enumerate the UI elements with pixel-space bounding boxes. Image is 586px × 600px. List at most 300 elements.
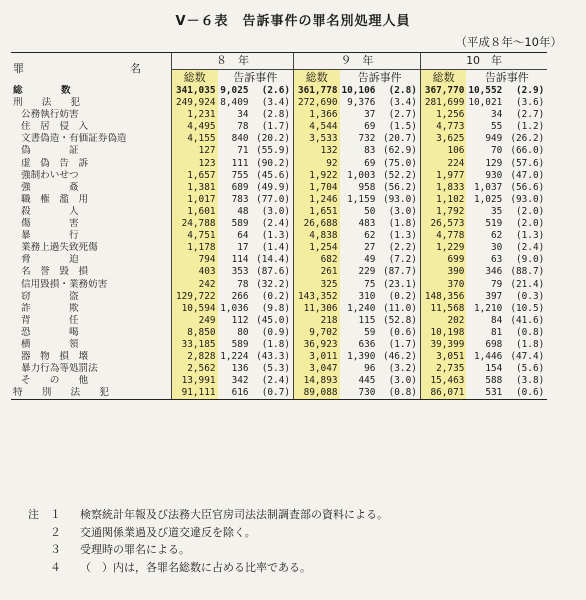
year-header-8: ８ 年 [172, 53, 294, 70]
complaint-cell: 84 [490, 314, 503, 326]
ratio-cell: (77.0) [256, 193, 290, 205]
total-cell: 281,699 [420, 97, 466, 109]
complaint-cell: 35 [490, 205, 503, 217]
complaint-cell: 70 [490, 145, 503, 157]
ratio-cell: (0.8) [516, 326, 545, 338]
ratio-cell: (0.3) [516, 290, 545, 302]
note-item [28, 559, 388, 577]
total-cell: 4,155 [172, 133, 218, 145]
ratio-cell: (0.7) [251, 387, 294, 400]
ratio-cell: (0.2) [388, 290, 417, 302]
total-cell: 143,352 [294, 291, 340, 303]
ratio-cell: (1.4) [261, 242, 290, 254]
ratio-cell: (87.6) [256, 266, 290, 278]
ratio-cell: (52.2) [383, 169, 417, 181]
complaint-header: 告訴事件 [340, 70, 421, 86]
crime-name-cell: 詐 欺 [21, 302, 79, 314]
ratio-cell: (66.0) [510, 145, 545, 157]
ratio-cell: (3.4) [261, 97, 290, 109]
ratio-cell: (3.2) [388, 363, 417, 375]
crime-name-cell: 名 誉 毀 損 [21, 266, 89, 278]
complaint-cell: 1,224 [220, 351, 249, 363]
crime-name-cell: 刑 法 犯 [13, 97, 81, 109]
complaint-cell: 1,446 [474, 351, 503, 363]
crime-name-cell: 文書偽造・有価証券偽造 [21, 133, 127, 145]
ratio-cell: (62.9) [383, 145, 417, 157]
complaint-cell: 50 [364, 205, 376, 217]
table-row [11, 109, 547, 121]
total-cell: 1,792 [420, 206, 466, 218]
complaint-cell: 80 [237, 326, 249, 338]
ratio-cell: (20.7) [383, 133, 417, 145]
total-cell: 272,690 [294, 97, 340, 109]
ratio-cell: (9.8) [261, 302, 290, 314]
ratio-cell: (5.3) [261, 363, 290, 375]
total-cell: 3,011 [294, 351, 340, 363]
ratio-cell: (1.3) [516, 230, 545, 242]
ratio-cell: (3.0) [388, 205, 417, 217]
table-title: Ⅴ－６表 告訴事件の罪名別処理人員 [175, 14, 411, 29]
ratio-cell: (1.7) [388, 338, 417, 350]
total-cell: 9,702 [294, 327, 340, 339]
note-text: 受理時の罪名による。 [80, 543, 190, 556]
year-header-9: ９ 年 [294, 53, 421, 70]
total-cell: 682 [294, 254, 340, 266]
complaint-cell: 10,021 [468, 97, 503, 109]
total-cell: 1,231 [172, 109, 218, 121]
total-cell: 1,256 [420, 109, 466, 121]
complaint-cell: 81 [490, 326, 503, 338]
crime-name-cell: 窃 盗 [21, 290, 79, 302]
total-cell: 1,833 [420, 182, 466, 194]
complaint-cell: 588 [485, 375, 503, 387]
complaint-cell: 1,390 [347, 351, 376, 363]
total-cell: 261 [294, 266, 340, 278]
complaint-cell: 266 [231, 290, 249, 302]
total-cell: 1,601 [172, 206, 218, 218]
total-cell: 4,838 [294, 230, 340, 242]
crime-name-cell: そ の 他 [21, 375, 89, 387]
total-cell: 24,788 [172, 218, 218, 230]
complaint-cell: 689 [231, 181, 249, 193]
note-item [28, 506, 388, 524]
complaint-cell: 958 [358, 181, 376, 193]
total-cell: 1,657 [172, 170, 218, 182]
ratio-cell: (1.8) [516, 338, 545, 350]
crime-name-cell: 強 姦 [21, 181, 79, 193]
total-cell: 699 [420, 254, 466, 266]
total-cell: 14,893 [294, 375, 340, 387]
ratio-cell: (56.6) [510, 181, 545, 193]
ratio-cell: (2.8) [388, 85, 417, 96]
ratio-cell: (2.7) [388, 109, 417, 121]
ratio-cell: (2.8) [261, 109, 290, 121]
ratio-cell: (0.2) [261, 290, 290, 302]
complaint-cell: 34 [237, 109, 249, 121]
total-cell: 1,366 [294, 109, 340, 121]
table-row [11, 230, 547, 242]
complaint-cell: 930 [485, 169, 503, 181]
note-number: １ [50, 508, 61, 521]
ratio-cell: (87.7) [383, 266, 417, 278]
total-cell: 361,778 [294, 85, 340, 97]
total-cell: 8,850 [172, 327, 218, 339]
total-header: 総数 [172, 70, 218, 86]
ratio-cell: (26.2) [510, 133, 545, 145]
total-header: 総数 [294, 70, 340, 86]
total-cell: 4,778 [420, 230, 466, 242]
complaint-cell: 78 [237, 121, 249, 133]
ratio-cell: (1.8) [261, 338, 290, 350]
complaint-cell: 589 [231, 218, 249, 230]
ratio-cell: (2.0) [516, 218, 545, 230]
ratio-cell: (21.4) [510, 278, 545, 290]
complaint-cell: 59 [364, 326, 376, 338]
total-cell: 1,017 [172, 194, 218, 206]
ratio-cell: (10.5) [510, 302, 545, 314]
ratio-cell: (45.0) [256, 314, 290, 326]
crime-name-cell: 暴 行 [21, 230, 79, 242]
notes-label: 注 [28, 508, 39, 521]
complaint-cell: 840 [231, 133, 249, 145]
total-cell: 2,735 [420, 363, 466, 375]
complaint-cell: 30 [490, 242, 503, 254]
ratio-cell: (45.6) [256, 169, 290, 181]
complaint-cell: 616 [218, 387, 251, 400]
crime-name-cell: 横 領 [21, 338, 79, 350]
total-cell: 127 [172, 145, 218, 157]
note-number: ３ [50, 543, 61, 556]
complaint-cell: 37 [364, 109, 376, 121]
total-cell: 132 [294, 145, 340, 157]
complaint-cell: 9,025 [220, 85, 249, 96]
complaint-cell: 48 [237, 205, 249, 217]
ratio-cell: (3.0) [261, 205, 290, 217]
table-row [11, 315, 547, 327]
complaint-cell: 229 [358, 266, 376, 278]
year-header-10: 10 年 [420, 53, 547, 70]
total-cell: 36,923 [294, 339, 340, 351]
complaint-cell: 49 [364, 254, 376, 266]
crime-name-cell: 暴力行為等処罰法 [21, 363, 98, 375]
total-cell: 1,651 [294, 206, 340, 218]
statistics-table [11, 52, 547, 400]
ratio-cell: (2.9) [516, 85, 545, 96]
ratio-cell: (93.0) [383, 193, 417, 205]
total-cell: 367,770 [420, 85, 466, 97]
total-cell: 1,704 [294, 182, 340, 194]
complaint-cell: 346 [485, 266, 503, 278]
ratio-cell: (2.4) [261, 375, 290, 387]
table-row [11, 266, 547, 278]
complaint-cell: 732 [358, 133, 376, 145]
ratio-cell: (41.6) [510, 314, 545, 326]
ratio-cell: (0.9) [261, 326, 290, 338]
total-cell: 3,051 [420, 351, 466, 363]
ratio-cell: (2.7) [516, 109, 545, 121]
ratio-cell: (90.2) [256, 157, 290, 169]
crime-name-cell: 業務上過失致死傷 [21, 242, 98, 254]
complaint-cell: 79 [490, 278, 503, 290]
complaint-cell: 154 [485, 363, 503, 375]
total-cell: 1,922 [294, 170, 340, 182]
ratio-cell: (1.8) [388, 218, 417, 230]
total-cell: 148,356 [420, 291, 466, 303]
ratio-cell: (2.4) [261, 218, 290, 230]
complaint-cell: 1,025 [474, 193, 503, 205]
complaint-cell: 96 [364, 363, 376, 375]
table-row [11, 170, 547, 182]
crime-name-cell: 背 任 [21, 314, 79, 326]
total-cell: 4,773 [420, 121, 466, 133]
complaint-cell: 783 [231, 193, 249, 205]
total-cell: 10,198 [420, 327, 466, 339]
ratio-cell: (75.0) [383, 157, 417, 169]
ratio-cell: (14.4) [256, 254, 290, 266]
complaint-cell: 63 [490, 254, 503, 266]
table-row [11, 387, 547, 400]
total-cell: 249 [172, 315, 218, 327]
complaint-cell: 1,240 [347, 302, 376, 314]
ratio-cell: (7.2) [388, 254, 417, 266]
complaint-cell: 519 [485, 218, 503, 230]
complaint-cell: 78 [237, 278, 249, 290]
total-cell: 390 [420, 266, 466, 278]
crime-name-cell: 恐 喝 [21, 326, 79, 338]
ratio-cell: (0.6) [388, 326, 417, 338]
total-cell: 325 [294, 279, 340, 291]
note-item [28, 524, 388, 542]
ratio-cell: (43.3) [256, 351, 290, 363]
ratio-cell: (3.6) [516, 97, 545, 109]
ratio-cell: (3.8) [516, 375, 545, 387]
complaint-cell: 310 [358, 290, 376, 302]
total-cell: 1,254 [294, 242, 340, 254]
note-number: ２ [50, 525, 61, 539]
total-cell: 39,399 [420, 339, 466, 351]
table-row [11, 375, 547, 387]
complaint-cell: 531 [466, 387, 504, 400]
period-label: （平成８年～10年） [455, 35, 562, 49]
table-row [11, 97, 547, 109]
total-cell: 3,047 [294, 363, 340, 375]
total-cell: 218 [294, 315, 340, 327]
ratio-cell: (23.1) [383, 278, 417, 290]
table-row [11, 327, 547, 339]
crime-name-cell: 特 別 法 犯 [11, 387, 172, 400]
complaint-header: 告訴事件 [218, 70, 294, 86]
crime-name-cell: 偽 証 [21, 145, 79, 157]
notes [28, 506, 388, 576]
ratio-cell: (1.2) [516, 121, 545, 133]
crime-name-cell: 器 物 損 壊 [21, 351, 89, 363]
ratio-cell: (2.4) [516, 242, 545, 254]
table-body [11, 85, 547, 400]
complaint-cell: 755 [231, 169, 249, 181]
table-row [11, 121, 547, 133]
crime-name-cell: 殺 人 [21, 205, 79, 217]
total-cell: 89,088 [294, 387, 340, 400]
complaint-cell: 1,003 [347, 169, 376, 181]
complaint-cell: 342 [231, 375, 249, 387]
total-cell: 370 [420, 279, 466, 291]
total-cell: 202 [420, 315, 466, 327]
table-row [11, 254, 547, 266]
complaint-cell: 730 [340, 387, 378, 400]
crime-name-cell: 信用毀損・業務妨害 [21, 278, 108, 290]
complaint-cell: 353 [231, 266, 249, 278]
complaint-cell: 62 [364, 230, 376, 242]
table-row [11, 85, 547, 97]
ratio-cell: (49.9) [256, 181, 290, 193]
complaint-cell: 75 [364, 278, 376, 290]
complaint-cell: 136 [231, 363, 249, 375]
note-text: 検察統計年報及び法務大臣官房司法法制調査部の資料による。 [80, 508, 388, 521]
complaint-cell: 115 [358, 314, 376, 326]
total-cell: 106 [420, 145, 466, 157]
total-cell: 15,463 [420, 375, 466, 387]
table-row [11, 218, 547, 230]
total-cell: 3,533 [294, 133, 340, 145]
note-text: （ ）内は，各罪名総数に占める比率である。 [80, 560, 311, 574]
complaint-cell: 949 [485, 133, 503, 145]
ratio-cell: (0.8) [377, 387, 420, 400]
total-cell: 403 [172, 266, 218, 278]
complaint-cell: 8,409 [220, 97, 249, 109]
ratio-cell: (57.6) [510, 157, 545, 169]
total-cell: 341,035 [172, 85, 218, 97]
total-cell: 224 [420, 158, 466, 170]
ratio-cell: (88.7) [510, 266, 545, 278]
ratio-cell: (9.0) [516, 254, 545, 266]
complaint-cell: 10,552 [468, 85, 503, 96]
complaint-cell: 9,376 [347, 97, 376, 109]
complaint-cell: 445 [358, 375, 376, 387]
complaint-cell: 698 [485, 338, 503, 350]
note-number: ４ [50, 560, 61, 574]
total-cell: 1,246 [294, 194, 340, 206]
ratio-cell: (2.6) [261, 85, 290, 96]
table-row [11, 291, 547, 303]
complaint-cell: 10,106 [341, 85, 376, 96]
ratio-cell: (55.9) [256, 145, 290, 157]
total-cell: 4,544 [294, 121, 340, 133]
complaint-cell: 1,036 [220, 302, 249, 314]
ratio-cell: (1.3) [388, 230, 417, 242]
ratio-cell: (46.2) [383, 351, 417, 363]
total-cell: 794 [172, 254, 218, 266]
total-cell: 33,185 [172, 339, 218, 351]
total-cell: 2,828 [172, 351, 218, 363]
complaint-cell: 1,210 [474, 302, 503, 314]
crime-name-cell: 住 居 侵 入 [21, 121, 89, 133]
total-cell: 1,977 [420, 170, 466, 182]
ratio-cell: (1.5) [388, 121, 417, 133]
note-text: 交通関係業過及び道交違反を除く。 [80, 525, 256, 539]
ratio-cell: (47.0) [510, 169, 545, 181]
ratio-cell: (0.6) [504, 387, 547, 400]
table-row [11, 158, 547, 170]
total-cell: 1,102 [420, 194, 466, 206]
table-row [11, 279, 547, 291]
complaint-cell: 397 [485, 290, 503, 302]
ratio-cell: (11.0) [383, 302, 417, 314]
total-cell: 26,573 [420, 218, 466, 230]
total-cell: 1,381 [172, 182, 218, 194]
complaint-cell: 636 [358, 338, 376, 350]
complaint-cell: 83 [364, 145, 376, 157]
complaint-cell: 114 [231, 254, 249, 266]
total-cell: 1,178 [172, 242, 218, 254]
total-cell: 129,722 [172, 291, 218, 303]
total-cell: 4,751 [172, 230, 218, 242]
ratio-cell: (3.0) [388, 375, 417, 387]
total-cell: 4,495 [172, 121, 218, 133]
table-row [11, 351, 547, 363]
crime-name-cell: 強制わいせつ [21, 169, 79, 181]
table-row [11, 182, 547, 194]
complaint-header: 告訴事件 [466, 70, 547, 86]
table-row [11, 339, 547, 351]
crime-name-cell: 虚 偽 告 訴 [21, 157, 89, 169]
total-header: 総数 [420, 70, 466, 86]
ratio-cell: (2.0) [516, 205, 545, 217]
ratio-cell: (3.4) [388, 97, 417, 109]
complaint-cell: 62 [490, 230, 503, 242]
ratio-cell: (2.2) [388, 242, 417, 254]
total-cell: 26,688 [294, 218, 340, 230]
total-cell: 123 [172, 158, 218, 170]
complaint-cell: 27 [364, 242, 376, 254]
table-row [11, 133, 547, 145]
complaint-cell: 1,037 [474, 181, 503, 193]
table-row [11, 303, 547, 315]
complaint-cell: 17 [237, 242, 249, 254]
total-cell: 86,071 [420, 387, 466, 400]
complaint-cell: 483 [358, 218, 376, 230]
complaint-cell: 112 [231, 314, 249, 326]
crime-name-cell: 傷 害 [21, 218, 79, 230]
total-cell: 11,568 [420, 303, 466, 315]
total-cell: 249,924 [172, 97, 218, 109]
total-cell: 11,306 [294, 303, 340, 315]
table-row [11, 242, 547, 254]
ratio-cell: (32.2) [256, 278, 290, 290]
total-cell: 10,594 [172, 303, 218, 315]
total-cell: 1,229 [420, 242, 466, 254]
ratio-cell: (1.3) [261, 230, 290, 242]
crime-column-header: 罪 名 [11, 53, 172, 86]
complaint-cell: 55 [490, 121, 503, 133]
ratio-cell: (20.2) [256, 133, 290, 145]
note-item [28, 541, 388, 559]
ratio-cell: (5.6) [516, 363, 545, 375]
total-cell: 91,111 [172, 387, 218, 400]
ratio-cell: (52.8) [383, 314, 417, 326]
table-row [11, 194, 547, 206]
total-cell: 3,625 [420, 133, 466, 145]
ratio-cell: (1.7) [261, 121, 290, 133]
ratio-cell: (56.2) [383, 181, 417, 193]
table-row [11, 363, 547, 375]
crime-name-cell: 職 権 濫 用 [21, 193, 89, 205]
complaint-cell: 34 [490, 109, 503, 121]
complaint-cell: 129 [485, 157, 503, 169]
crime-name-cell: 公務執行妨害 [21, 109, 79, 121]
total-cell: 13,991 [172, 375, 218, 387]
crime-name-cell: 総 数 [13, 85, 71, 96]
complaint-cell: 589 [231, 338, 249, 350]
